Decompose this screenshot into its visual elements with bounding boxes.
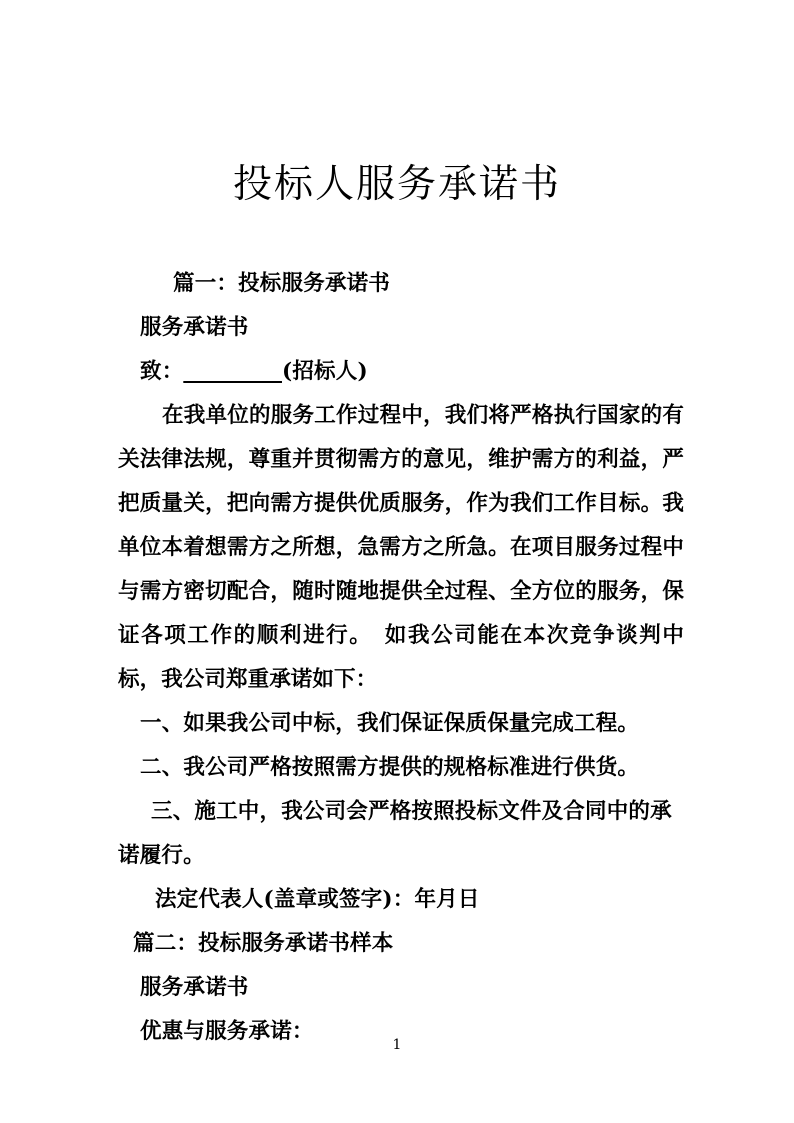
addressee-prefix: 致： bbox=[140, 359, 184, 384]
addressee-line bbox=[118, 350, 684, 394]
subtitle-two: 服务承诺书 bbox=[140, 975, 249, 1000]
page-number: 1 bbox=[392, 1037, 402, 1053]
signature-line: 法定代表人(盖章或签字)：年月日 bbox=[155, 887, 480, 912]
page-title: 投标人服务承诺书 bbox=[232, 162, 561, 208]
addressee-suffix: (招标人) bbox=[281, 359, 368, 384]
commitment-item-two: 二、我公司严格按照需方提供的规格标准进行供货。 bbox=[140, 755, 640, 780]
addressee-blank-field[interactable]: _________ bbox=[183, 359, 282, 384]
part-one-heading: 篇一：投标服务承诺书 bbox=[173, 271, 391, 296]
subtitle-one: 服务承诺书 bbox=[140, 315, 249, 340]
commitment-item-one: 一、如果我公司中标，我们保证保质保量完成工程。 bbox=[140, 711, 640, 736]
offer-heading: 优惠与服务承诺： bbox=[140, 1019, 314, 1044]
main-paragraph: 在我单位的服务工作过程中，我们将严格执行国家的有关法律法规，尊重并贯彻需方的意见，维护需方的利益，严把质量关，把向需方提供优质服务，作为我们工作目标。我单位本着想需方之所想，急需方之所急。在项目服务过程中与需方密切配合，随时随地提供全过程、全方位的服务，保证各项工作的顺利进行。 如我公司能在本次竞争谈判中标，我公司郑重承诺如下： bbox=[118, 403, 684, 692]
part-two-heading: 篇二：投标服务承诺书样本 bbox=[133, 931, 394, 956]
document-body bbox=[118, 262, 684, 1054]
commitment-item-three: 三、施工中，我公司会严格按照投标文件及合同中的承诺履行。 bbox=[118, 799, 672, 868]
